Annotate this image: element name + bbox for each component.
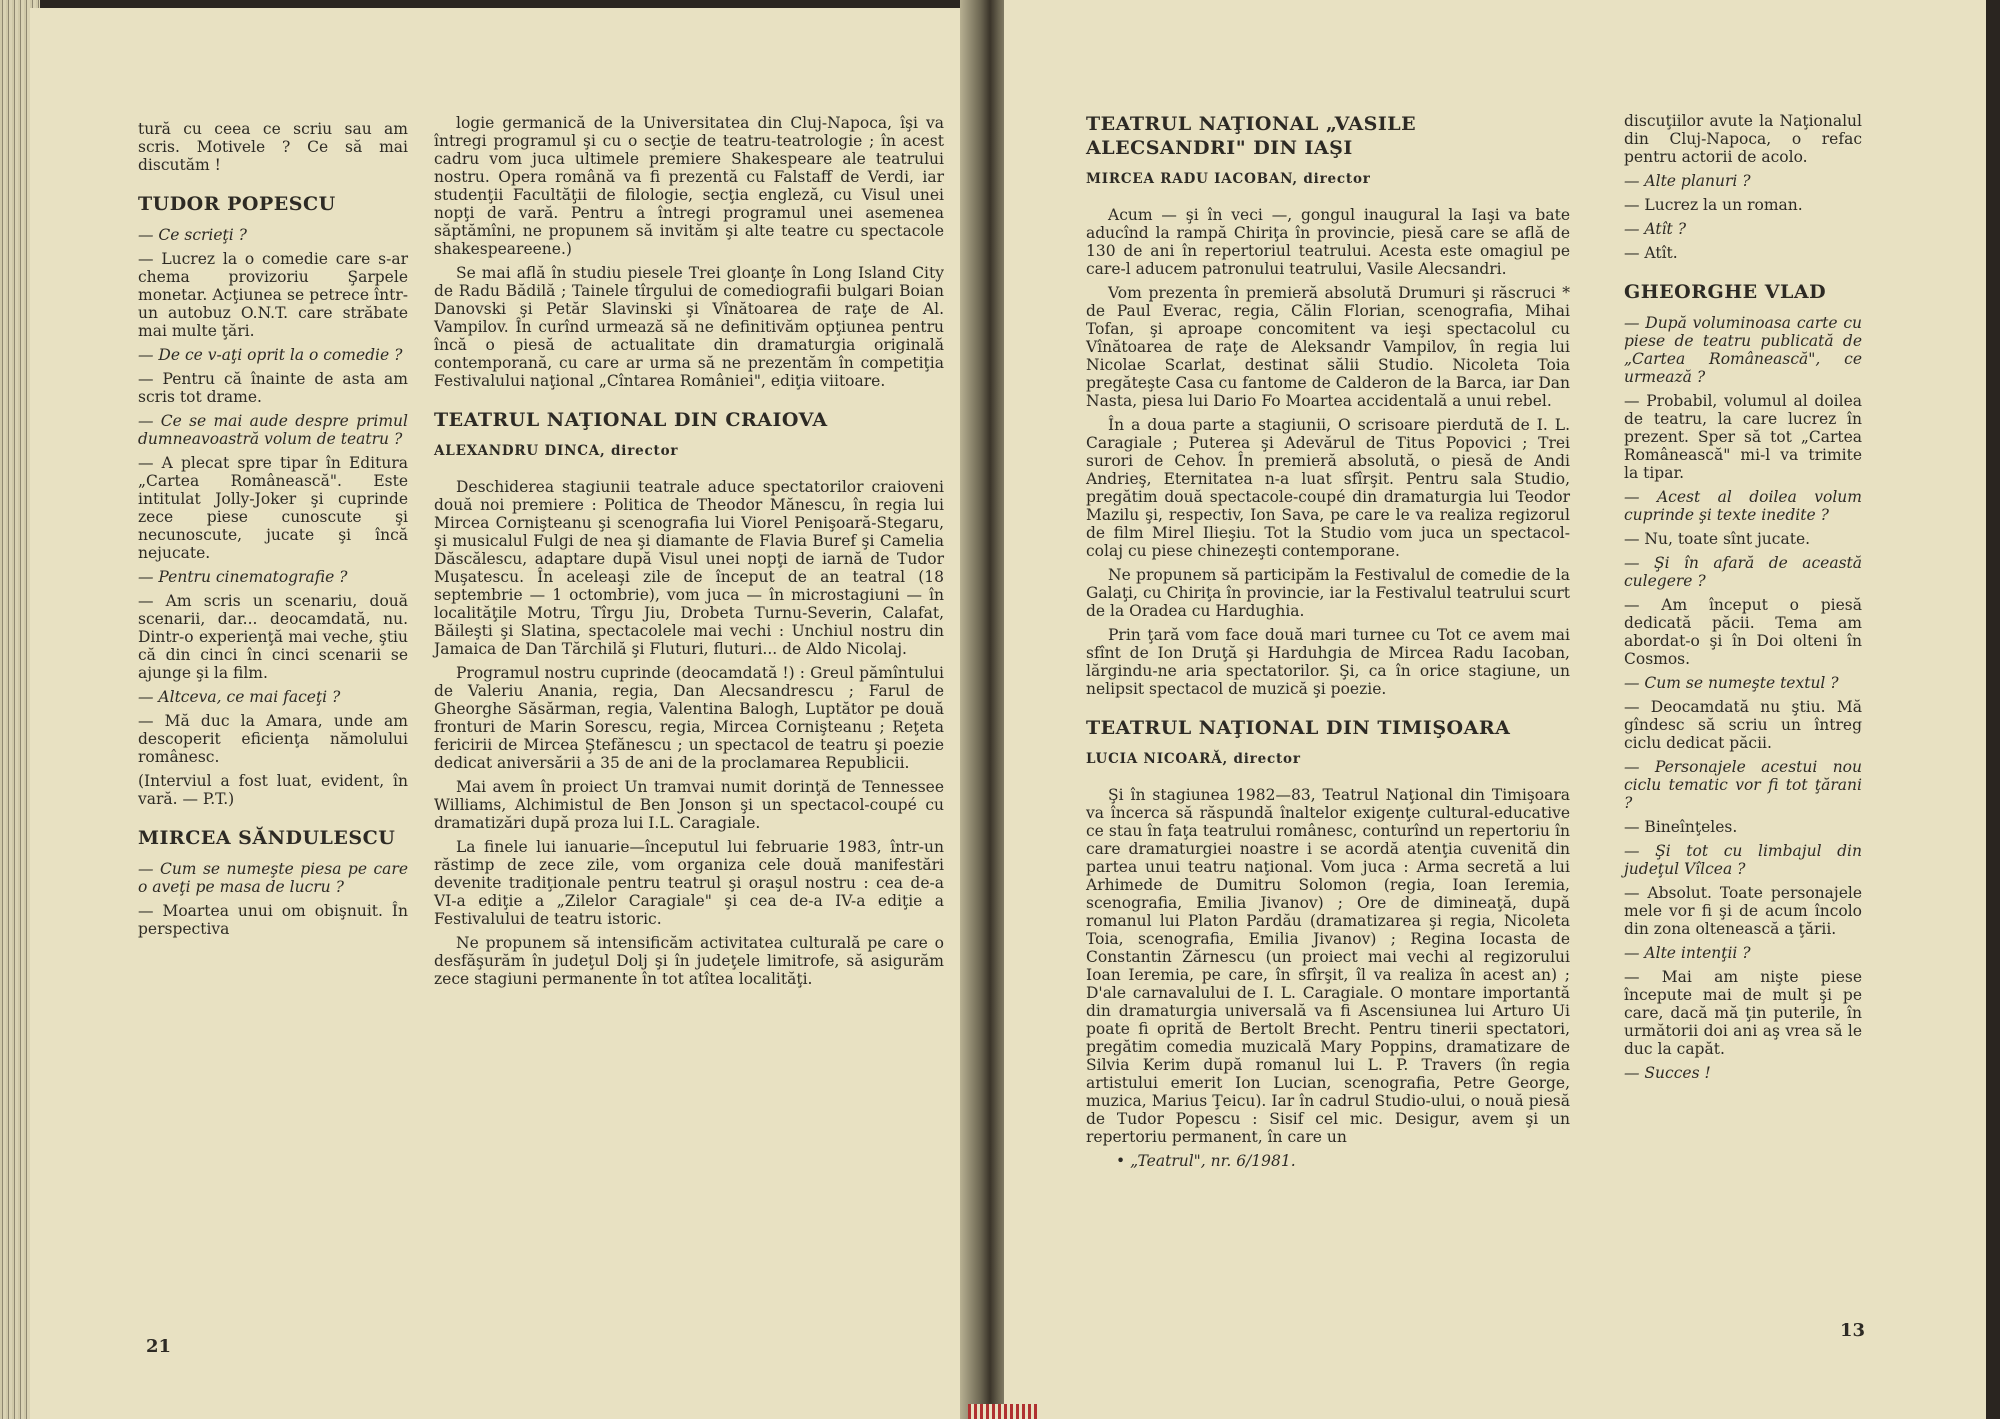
interview-answer: — Mai am nişte piese începute mai de mult şi pe care, dacă mă ţin puterile, în următorii doi ani aş vrea să le duc la capăt. [1624, 968, 1862, 1058]
page-number: 21 [146, 1336, 172, 1357]
interview-answer: — Deocamdată nu ştiu. Mă gîndesc să scriu un întreg ciclu dedicat păcii. [1624, 698, 1862, 752]
left-column-2 [434, 114, 944, 994]
interview-answer: (Interviul a fost luat, evident, în vară. — P.T.) [138, 772, 408, 808]
section-heading: MIRCEA SĂNDULESCU [138, 827, 396, 849]
section-byline: LUCIA NICOARĂ, director [1086, 751, 1301, 767]
interview-question: — Ce se mai aude despre primul dumneavoastră volum de teatru ? [138, 412, 408, 448]
body-paragraph: În a doua parte a stagiunii, O scrisoare pierdută de I. L. Caragiale ; Puterea şi Adevărul de Titus Popovici ; Trei surori de Cehov. În premieră absolută, o piesă de Andi Andrieş, Eternitatea n-a luat sfîrşit. Pentru sala Studio, pregătim două spectacole-coupé din dramaturgia lui Teodor Mazilu şi, respectiv, Ion Sava, pe care le va realiza regizorul de film Mirel Ilieşiu. Tot la Studio vom juca un spectacol-colaj cu piese chinezeşti contemporane. [1086, 416, 1570, 560]
interview-question: — De ce v-aţi oprit la o comedie ? [138, 346, 403, 364]
interview-answer: — Atît. [1624, 244, 1678, 262]
section-heading: TEATRUL NAŢIONAL DIN TIMIŞOARA [1086, 717, 1511, 739]
interview-answer: — Mă duc la Amara, unde am descoperit eficienţa nămolului românesc. [138, 712, 408, 766]
interview-question: — Alte planuri ? [1624, 172, 1751, 190]
section-heading: TEATRUL NAŢIONAL „VASILE ALECSANDRI" DIN IAŞI [1086, 113, 1417, 159]
interview-question: — Cum se numeşte piesa pe care o aveţi pe masa de lucru ? [138, 860, 408, 896]
interview-answer: — Bineînţeles. [1624, 818, 1738, 836]
body-paragraph: logie germanică de la Universitatea din Cluj-Napoca, îşi va întregi programul şi cu o secţie de teatru-teatrologie ; în acest cadru vom juca ultimele premiere Shakespeare ale teatrului nostru. Opera română va fi prezentă cu Falstaff de Verdi, iar studenţii Facultăţii de filologie, secţia engleză, cu Visul unei nopţi de vară. Pentru a întregi programul unei asemenea săptămîni, ne propunem să invităm şi alte teatre cu spectacole shakespeareene.) [434, 114, 944, 258]
bookmark-ribbon [968, 1404, 1038, 1419]
interview-question: — Cum se numeşte textul ? [1624, 674, 1839, 692]
interview-question: — Atît ? [1624, 220, 1686, 238]
body-paragraph: Acum — şi în veci —, gongul inaugural la Iaşi va bate aducînd la rampă Chiriţa în provincie, piesă care se află de 130 de ani în repertoriul teatrului. Acesta este omagiul pe care-l aducem patronului teatrului, Vasile Alecsandri. [1086, 206, 1570, 278]
body-paragraph: Mai avem în proiect Un tramvai numit dorinţă de Tennessee Williams, Alchimistul de Ben Jonson şi un spectacol-coupé cu dramatizări după proza lui I.L. Caragiale. [434, 778, 944, 832]
interview-answer: — Am scris un scenariu, două scenarii, dar... deocamdată, nu. Dintr-o experienţă mai veche, ştiu că din cinci în cinci scenarii se ajunge şi la film. [138, 592, 408, 682]
right-column-2 [1624, 112, 1862, 1088]
interview-question: — Altceva, ce mai faceţi ? [138, 688, 341, 706]
body-paragraph: Şi în stagiunea 1982—83, Teatrul Naţional din Timişoara va încerca să răspundă înaltelor exigenţe cultural-educative ce stau în faţa teatrului românesc, conturînd un repertoriu în care dramaturgiei noastre i se acordă atenţia cuvenită din partea unui teatru naţional. Vom juca : Arma secretă a lui Arhimede de Dumitru Solomon (regia, Ioan Ieremia, scenografia, Emilia Jivanov) ; Ore de dimineaţă, după romanul lui Platon Pardău (dramatizarea şi regia, Nicoleta Toia, scenografia, Emilia Jivanov) ; Regina Iocasta de Constantin Zărnescu (un proiect mai vechi al regizorului Ioan Ieremia, pe care, în sfîrşit, îl va realiza în acest an) ; D'ale carnavalului de I. L. Caragiale. O montare importantă din dramaturgia universală va fi Ascensiunea lui Arturo Ui poate fi oprită de Bertolt Brecht. Pentru tinerii spectatori, pregătim comedia muzicală Mary Poppins, dramatizare de Silvia Kerim după romanul lui L. P. Travers (în regia artistului emerit Ion Lucian, scenografia, Petre George, muzica, Marius Ţeicu). Iar în cadrul Studio-ului, o nouă piesă de Tudor Popescu : Sisif cel mic. Desigur, avem şi un repertoriu permanent, în care un [1086, 786, 1570, 1146]
interview-answer: — Am început o piesă dedicată păcii. Tema am abordat-o şi în Doi olteni în Cosmos. [1624, 596, 1862, 668]
interview-answer: — Lucrez la un roman. [1624, 196, 1803, 214]
section-byline: MIRCEA RADU IACOBAN, director [1086, 171, 1371, 187]
interview-question: — Alte intenţii ? [1624, 944, 1751, 962]
section-heading: TEATRUL NAŢIONAL DIN CRAIOVA [434, 409, 828, 431]
interview-answer: tură cu ceea ce scriu sau am scris. Motivele ? Ce să mai discutăm ! [138, 120, 408, 174]
interview-question: — Ce scrieţi ? [138, 226, 247, 244]
right-column-1 [1086, 94, 1570, 1176]
left-page [30, 8, 988, 1419]
interview-answer: — Probabil, volumul al doilea de teatru, la care lucrez în prezent. Sper să tot „Cartea Românească" mi-l va trimite la tipar. [1624, 392, 1862, 482]
body-paragraph: Prin ţară vom face două mari turnee cu Tot ce avem mai sfînt de Ion Druţă şi Harduhgia de Mircea Radu Iacoban, lărgindu-ne aria spectatorilor. Şi, ca în orice stagiune, un nelipsit spectacol de muzică şi poezie. [1086, 626, 1570, 698]
body-paragraph: Deschiderea stagiunii teatrale aduce spectatorilor craioveni două noi premiere : Politica de Theodor Mănescu, în regia lui Mircea Cornişteanu şi scenografia lui Viorel Penişoară-Stegaru, şi musicalul Fulgi de nea şi diamante de Flavia Buref şi Camelia Dăscălescu, adaptare după Visul unei nopţi de iarnă de Tudor Muşatescu. În aceleaşi zile de început de an teatral (18 septembrie — 1 octombrie), vom juca — în microstagiuni — în localităţile Motru, Tîrgu Jiu, Drobeta Turnu-Severin, Calafat, Băileşti şi Slatina, spectacolele mai vechi : Unchiul nostru din Jamaica de Dan Tărchilă şi Fluturi, fluturi... de Aldo Nicolaj. [434, 478, 944, 658]
left-column-1 [138, 120, 408, 944]
interview-answer: — Pentru că înainte de asta am scris tot drame. [138, 370, 408, 406]
page-number: 13 [1840, 1320, 1866, 1341]
body-paragraph: La finele lui ianuarie—începutul lui februarie 1983, într-un răstimp de zece zile, vom organiza cele două manifestări devenite tradiţionale pentru teatrul şi oraşul nostru : cea de-a VI-a ediţie a „Zilelor Caragiale" şi cea de-a IV-a ediţie a Festivalului de teatru istoric. [434, 838, 944, 928]
section-byline: ALEXANDRU DINCA, director [434, 443, 679, 459]
body-paragraph: Se mai află în studiu piesele Trei gloanţe în Long Island City de Radu Bădilă ; Tainele tîrgului de comediografii bulgari Boian Danovski şi Petăr Slavinski şi Vînătoarea de raţe de Al. Vampilov. În curînd urmează să ne definitivăm opţiunea pentru încă o piesă de actualitate din dramaturgia originală contemporană, cu care ar urma să ne prezentăm în competiţia Festivalului naţional „Cîntarea României", ediţia viitoare. [434, 264, 944, 390]
interview-question: — Şi în afară de această culegere ? [1624, 554, 1862, 590]
interview-answer: — A plecat spre tipar în Editura „Cartea Românească". Este intitulat Jolly-Joker şi cuprinde zece piese cunoscute şi necunoscute, jucate şi încă nejucate. [138, 454, 408, 562]
section-heading: TUDOR POPESCU [138, 193, 336, 215]
interview-answer: — Nu, toate sînt jucate. [1624, 530, 1811, 548]
interview-answer: — Moartea unui om obişnuit. În perspectiva [138, 902, 408, 938]
footnote: • „Teatrul", nr. 6/1981. [1116, 1152, 1296, 1170]
body-paragraph: Ne propunem să intensificăm activitatea culturală pe care o desfăşurăm în judeţul Dolj şi în judeţele limitrofe, să asigurăm zece stagiuni permanente în tot atîtea localităţi. [434, 934, 944, 988]
interview-answer: discuţiilor avute la Naţionalul din Cluj-Napoca, o refac pentru actorii de acolo. [1624, 112, 1862, 166]
interview-question: — Acest al doilea volum cuprinde şi texte inedite ? [1624, 488, 1862, 524]
body-paragraph: Vom prezenta în premieră absolută Drumuri şi răscruci * de Paul Everac, regia, Călin Florian, scenografia, Mihai Tofan, şi aproape concomitent va ieşi spectacolul cu Vînătoarea de raţe de Aleksandr Vampilov, în regia lui Nicolae Scarlat, destinat sălii Studio. Nicoleta Toia pregăteşte Casa cu fantome de Calderon de la Barca, iar Dan Nasta, piesa lui Dario Fo Moartea accidentală a unui rebel. [1086, 284, 1570, 410]
body-paragraph: Programul nostru cuprinde (deocamdată !) : Greul pămîntului de Valeriu Anania, regia, Dan Alecsandrescu ; Farul de Gheorghe Săsărman, regia, Valentina Balogh, Luptător pe două fronturi de Marin Sorescu, regia, Mircea Cornişteanu ; Reţeta fericirii de Mircea Ştefănescu ; un spectacol de teatru şi poezie dedicat aniversării a 35 de ani de la proclamarea Republicii. [434, 664, 944, 772]
interview-question: — Succes ! [1624, 1064, 1711, 1082]
interview-question: — Pentru cinematografie ? [138, 568, 348, 586]
body-paragraph: Ne propunem să participăm la Festivalul de comedie de la Galaţi, cu Chiriţa în provincie, iar la Festivalul teatrului scurt de la Oradea cu Hardughia. [1086, 566, 1570, 620]
interview-question: — Personajele acestui nou ciclu tematic vor fi tot ţărani ? [1624, 758, 1862, 812]
section-heading: GHEORGHE VLAD [1624, 281, 1827, 303]
interview-question: — Şi tot cu limbajul din judeţul Vîlcea ? [1624, 842, 1862, 878]
right-page [1004, 0, 1986, 1419]
interview-answer: — Lucrez la o comedie care s-ar chema provizoriu Şarpele monetar. Acţiunea se petrece într-un autobuz O.N.T. care străbate mai multe ţări. [138, 250, 408, 340]
interview-question: — După voluminoasa carte cu piese de teatru publicată de „Cartea Românească", ce urmează ? [1624, 314, 1862, 386]
interview-answer: — Absolut. Toate personajele mele vor fi şi de acum încolo din zona oltenească a ţării. [1624, 884, 1862, 938]
